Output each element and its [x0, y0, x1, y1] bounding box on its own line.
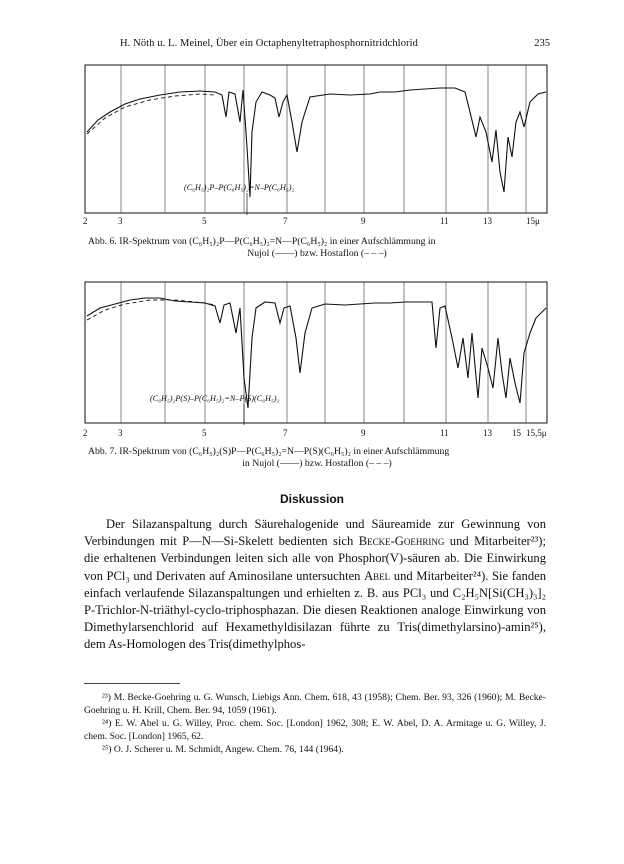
- structure-annotation: (C₆H₅)₂P(S)–P(C₆H₅)₂=N–P(S)(C₆H₅)₂: [150, 394, 280, 403]
- structure-annotation: (C₆H₅)₂P–P(C₆H₅)₂=N–P(C₆H₅)₂: [184, 183, 295, 192]
- text-run: Der Silazanspaltung durch Säurehalogenide und Säureamide zur Gewinnung von Verbindungen mit P—N—Si-Skelett bedienten sich: [84, 517, 546, 549]
- body-text: [84, 516, 546, 654]
- tick-label: 9: [361, 216, 366, 226]
- spectrum-trace-nujol: [87, 88, 546, 197]
- caption-line: Nujol (——) bzw. Hostaflon (– – –): [247, 248, 387, 259]
- tick-label: 11: [440, 216, 449, 226]
- running-head: H. Nöth u. L. Meinel, Über ein Octaphenyltetraphosphornitridchlorid: [120, 38, 419, 49]
- caption-line: Abb. 6. IR-Spektrum von (C₆H₅)₂P—P(C₆H₅)₂=N—P(C₆H₅)₂ in einer Aufschlämmung in: [88, 236, 436, 247]
- tick-label: 13: [483, 216, 492, 226]
- tick-label: 5: [202, 428, 207, 438]
- wavelength-ticks: [83, 216, 540, 226]
- author-name: Abel: [364, 568, 391, 583]
- footnote: ²³) M. Becke-Goehring u. G. Wunsch, Liebigs Ann. Chem. 618, 43 (1958); Chem. Ber. 93, 326 (1960); M. Becke-Goehring u. H. Krill, Chem. Ber. 94, 1059 (1961).: [84, 692, 546, 717]
- tick-label: 15,5μ: [526, 428, 547, 438]
- text-run: und Mitarbeiter²⁴). Sie fanden einfach verlaufende Silazanspaltungen und erhielten z. B. aus PCl₃ und C₂H₅N[Si(CH₃)₃]₂ P-Trichlor-N-triäthyl-cyclo-triphosphazan. Die diesen Reaktionen analoge Einwirkung von Dimethylarsenchlorid auf Hexamethyldisilazan führte zu Tris(dimethylarsino)-amin²⁵), dem As-Homologen des Tris(dimethylphos-: [84, 568, 547, 652]
- footnote-rule: [84, 683, 180, 684]
- footnotes: [84, 691, 546, 756]
- wavelength-ticks: [83, 428, 547, 438]
- tick-label: 5: [202, 216, 207, 226]
- footnote: ²⁴) E. W. Abel u. G. Willey, Proc. chem. Soc. [London] 1962, 308; E. W. Abel, D. A. Armitage u. G. Willey, J. chem. Soc. [London] 1965, 62.: [84, 718, 546, 743]
- ir-spectrum-figure-7: [0, 278, 624, 444]
- section-title: Diskussion: [279, 492, 345, 506]
- spectrum-trace-nujol: [87, 298, 546, 408]
- spectrum-trace-hostaflon: [87, 300, 215, 320]
- tick-label: 2: [83, 428, 88, 438]
- running-header: [120, 38, 550, 54]
- tick-label: 15μ: [526, 216, 540, 226]
- paragraph: [84, 516, 546, 654]
- spectrum-frame: [85, 65, 547, 213]
- caption-line: Abb. 7. IR-Spektrum von (C₆H₅)₂(S)P—P(C₆H₅)₂=N—P(S)(C₆H₅)₂ in einer Aufschlämmung: [88, 446, 450, 457]
- figure-7-caption: [88, 446, 546, 470]
- tick-label: 3: [118, 216, 123, 226]
- text-run: und Mitarbeiter²³); die erhaltenen Verbindungen leiten sich alle von Phosphor(V)-säuren ab. Die Einwirkung von PCl₃ und Derivaten auf Aminosilane untersuchten: [84, 534, 546, 583]
- figure-6-caption: [88, 236, 546, 260]
- tick-label: 11: [440, 428, 449, 438]
- tick-label: 7: [283, 428, 288, 438]
- tick-label: 7: [283, 216, 288, 226]
- ir-spectrum-figure-6: [0, 62, 624, 234]
- tick-label: 9: [361, 428, 366, 438]
- tick-label: 15: [512, 428, 521, 438]
- caption-line: in Nujol (——) bzw. Hostaflon (– – –): [242, 458, 392, 469]
- author-name: Becke-Goehring: [358, 534, 445, 549]
- footnote: ²⁵) O. J. Scherer u. M. Schmidt, Angew. Chem. 76, 144 (1964).: [102, 744, 344, 756]
- page-number: 235: [534, 38, 550, 49]
- tick-label: 13: [483, 428, 492, 438]
- tick-label: 2: [83, 216, 88, 226]
- tick-label: 3: [118, 428, 123, 438]
